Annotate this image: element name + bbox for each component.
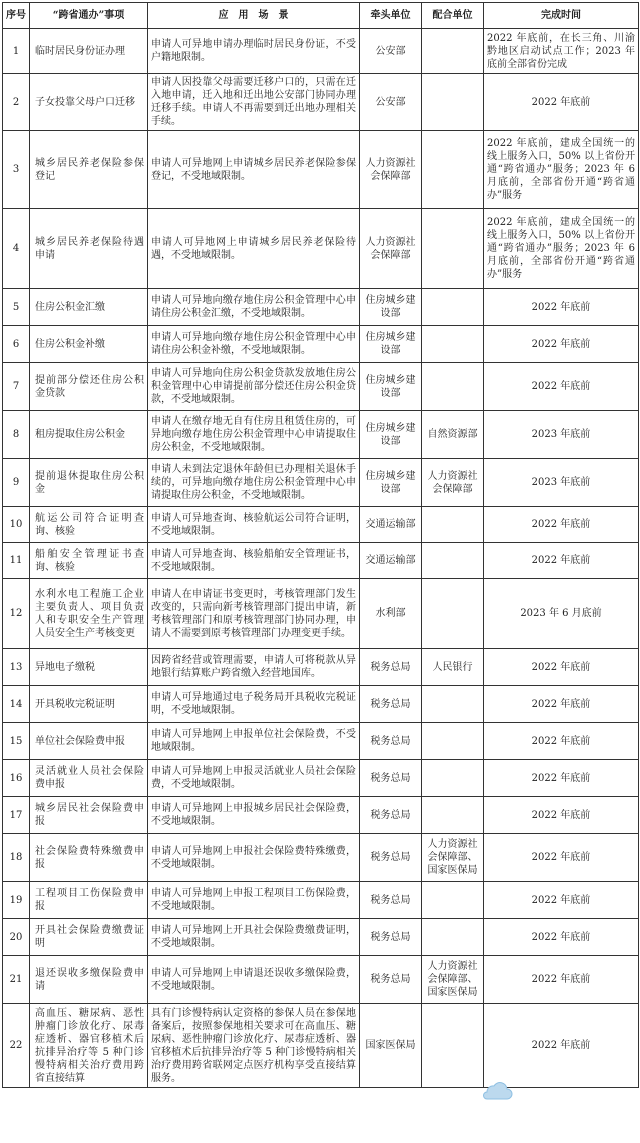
row-coop-unit: 人力资源社会保障部、国家医保局 <box>422 834 484 882</box>
row-scene: 申请人可异地通过电子税务局开具税收完税证明，不受地域限制。 <box>148 686 360 723</box>
row-item: 城乡居民养老保险待遇申请 <box>30 209 148 289</box>
row-scene: 申请人因投靠父母需要迁移户口的，只需在迁入地申请，迁入地和迁出地公安部门协同办理迁移手续。申请人不再需要到迁出地办理相关手续。 <box>148 74 360 131</box>
cloud-icon <box>480 1080 514 1102</box>
row-scene: 申请人可异地网上申报社会保险费特殊缴费，不受地域限制。 <box>148 834 360 882</box>
row-no: 4 <box>3 209 30 289</box>
row-scene: 具有门诊慢特病认定资格的参保人员在参保地备案后，按照参保地相关要求可在高血压、糖尿病、恶性肿瘤门诊放化疗、尿毒症透析、器官移植术后抗排异治疗等 5 种门诊慢特病相关治疗费用跨省联网定点医疗机构享受直接结算服务。 <box>148 1004 360 1088</box>
row-lead-unit: 住房城乡建设部 <box>360 363 422 411</box>
row-lead-unit: 税务总局 <box>360 956 422 1004</box>
row-coop-unit <box>422 209 484 289</box>
row-lead-unit: 公安部 <box>360 29 422 74</box>
row-lead-unit: 住房城乡建设部 <box>360 411 422 459</box>
row-scene: 申请人可异地向住房公积金贷款发放地住房公积金管理中心申请提前部分偿还住房公积金贷款，不受地域限制。 <box>148 363 360 411</box>
policy-table-sheet <box>2 2 638 1088</box>
row-coop-unit <box>422 507 484 543</box>
row-coop-unit: 自然资源部 <box>422 411 484 459</box>
table-header-row <box>3 3 639 29</box>
table-row <box>3 579 639 649</box>
row-item: 临时居民身份证办理 <box>30 29 148 74</box>
table-row <box>3 686 639 723</box>
row-item: 异地电子缴税 <box>30 649 148 686</box>
row-item: 灵活就业人员社会保险费申报 <box>30 760 148 797</box>
row-completion-time: 2022 年底前 <box>484 363 639 411</box>
row-no: 9 <box>3 459 30 507</box>
row-scene: 申请人可异地向缴存地住房公积金管理中心申请住房公积金补缴，不受地域限制。 <box>148 326 360 363</box>
row-completion-time: 2022 年底前 <box>484 834 639 882</box>
table-row <box>3 1004 639 1088</box>
row-item: 开具社会保险费缴费证明 <box>30 919 148 956</box>
row-item: 水利水电工程施工企业主要负责人、项目负责人和专职安全生产管理人员安全生产考核变更 <box>30 579 148 649</box>
row-lead-unit: 国家医保局 <box>360 1004 422 1088</box>
row-lead-unit: 税务总局 <box>360 686 422 723</box>
row-scene: 申请人可异地网上申报城乡居民社会保险费，不受地域限制。 <box>148 797 360 834</box>
row-coop-unit <box>422 289 484 326</box>
row-item: 高血压、糖尿病、恶性肿瘤门诊放化疗、尿毒症透析、器官移植术后抗排异治疗等 5 种门诊慢特病相关治疗费用跨省直接结算 <box>30 1004 148 1088</box>
row-completion-time: 2022 年底前 <box>484 543 639 579</box>
row-item: 子女投靠父母户口迁移 <box>30 74 148 131</box>
row-lead-unit: 税务总局 <box>360 834 422 882</box>
row-completion-time: 2023 年底前 <box>484 459 639 507</box>
row-item: 城乡居民养老保险参保登记 <box>30 131 148 209</box>
row-lead-unit: 税务总局 <box>360 882 422 919</box>
row-coop-unit: 人民银行 <box>422 649 484 686</box>
row-no: 12 <box>3 579 30 649</box>
row-completion-time: 2022 年底前 <box>484 686 639 723</box>
row-lead-unit: 人力资源社会保障部 <box>360 209 422 289</box>
table-row <box>3 131 639 209</box>
row-scene: 申请人可异地网上申报灵活就业人员社会保险费，不受地域限制。 <box>148 760 360 797</box>
row-no: 20 <box>3 919 30 956</box>
row-scene: 申请人在申请证书变更时，考核管理部门发生改变的，只需向新考核管理部门提出申请，新考核管理部门和原考核管理部门协同办理，申请人不需要到原考核管理部门办理变更手续。 <box>148 579 360 649</box>
row-no: 21 <box>3 956 30 1004</box>
table-row <box>3 289 639 326</box>
row-coop-unit <box>422 760 484 797</box>
table-row <box>3 326 639 363</box>
row-item: 工程项目工伤保险费申报 <box>30 882 148 919</box>
header-item: “跨省通办”事项 <box>30 3 148 29</box>
row-scene: 因跨省经营或管理需要，申请人可将税款从异地银行结算账户跨省缴入经营地国库。 <box>148 649 360 686</box>
row-completion-time: 2022 年底前 <box>484 797 639 834</box>
row-coop-unit <box>422 363 484 411</box>
row-scene: 申请人可异地查询、核验船舶安全管理证书，不受地域限制。 <box>148 543 360 579</box>
row-item: 提前退休提取住房公积金 <box>30 459 148 507</box>
row-lead-unit: 住房城乡建设部 <box>360 326 422 363</box>
row-scene: 申请人在缴存地无自有住房且租赁住房的，可异地向缴存地住房公积金管理中心申请提取住房公积金，不受地域限制。 <box>148 411 360 459</box>
row-no: 3 <box>3 131 30 209</box>
row-no: 18 <box>3 834 30 882</box>
row-coop-unit <box>422 882 484 919</box>
row-coop-unit <box>422 686 484 723</box>
row-coop-unit: 人力资源社会保障部、国家医保局 <box>422 956 484 1004</box>
cross-province-services-table <box>2 2 639 1088</box>
row-completion-time: 2022 年底前，在长三角、川渝黔地区启动试点工作；2023 年底前全部省份完成 <box>484 29 639 74</box>
table-row <box>3 543 639 579</box>
row-completion-time: 2022 年底前 <box>484 507 639 543</box>
row-scene: 申请人可异地网上申请城乡居民养老保险参保登记，不受地域限制。 <box>148 131 360 209</box>
row-lead-unit: 税务总局 <box>360 760 422 797</box>
row-no: 8 <box>3 411 30 459</box>
row-item: 船舶安全管理证书查询、核验 <box>30 543 148 579</box>
table-row <box>3 411 639 459</box>
row-lead-unit: 交通运输部 <box>360 507 422 543</box>
row-no: 19 <box>3 882 30 919</box>
row-coop-unit <box>422 1004 484 1088</box>
row-no: 17 <box>3 797 30 834</box>
row-completion-time: 2022 年底前 <box>484 919 639 956</box>
row-coop-unit <box>422 919 484 956</box>
row-completion-time: 2022 年底前 <box>484 326 639 363</box>
table-row <box>3 29 639 74</box>
row-item: 住房公积金汇缴 <box>30 289 148 326</box>
row-lead-unit: 税务总局 <box>360 919 422 956</box>
header-coop: 配合单位 <box>422 3 484 29</box>
header-time: 完成时间 <box>484 3 639 29</box>
table-row <box>3 459 639 507</box>
row-scene: 申请人可异地向缴存地住房公积金管理中心申请住房公积金汇缴，不受地域限制。 <box>148 289 360 326</box>
row-lead-unit: 水利部 <box>360 579 422 649</box>
table-row <box>3 797 639 834</box>
table-row <box>3 507 639 543</box>
row-no: 22 <box>3 1004 30 1088</box>
row-lead-unit: 税务总局 <box>360 797 422 834</box>
row-coop-unit <box>422 131 484 209</box>
header-scene: 应 用 场 景 <box>148 3 360 29</box>
row-no: 7 <box>3 363 30 411</box>
row-completion-time: 2022 年底前，建成全国统一的线上服务入口，50% 以上省份开通“跨省通办”服务；2023 年 6 月底前，全部省份开通“跨省通办”服务 <box>484 209 639 289</box>
row-no: 5 <box>3 289 30 326</box>
table-row <box>3 882 639 919</box>
row-item: 退还误收多缴保险费申请 <box>30 956 148 1004</box>
row-no: 10 <box>3 507 30 543</box>
table-row <box>3 723 639 760</box>
row-no: 13 <box>3 649 30 686</box>
row-lead-unit: 住房城乡建设部 <box>360 459 422 507</box>
row-scene: 申请人可异地申请办理临时居民身份证，不受户籍地限制。 <box>148 29 360 74</box>
row-completion-time: 2022 年底前，建成全国统一的线上服务入口，50% 以上省份开通“跨省通办”服务；2023 年 6 月底前，全部省份开通“跨省通办”服务 <box>484 131 639 209</box>
row-item: 社会保险费特殊缴费申报 <box>30 834 148 882</box>
row-completion-time: 2022 年底前 <box>484 649 639 686</box>
row-completion-time: 2022 年底前 <box>484 289 639 326</box>
row-lead-unit: 交通运输部 <box>360 543 422 579</box>
row-no: 11 <box>3 543 30 579</box>
row-coop-unit <box>422 797 484 834</box>
row-no: 15 <box>3 723 30 760</box>
table-row <box>3 919 639 956</box>
row-scene: 申请人可异地网上申报单位社会保险费，不受地域限制。 <box>148 723 360 760</box>
row-item: 城乡居民社会保险费申报 <box>30 797 148 834</box>
table-row <box>3 956 639 1004</box>
row-completion-time: 2022 年底前 <box>484 74 639 131</box>
row-completion-time: 2023 年 6 月底前 <box>484 579 639 649</box>
header-no: 序号 <box>3 3 30 29</box>
table-row <box>3 363 639 411</box>
table-row <box>3 760 639 797</box>
row-no: 16 <box>3 760 30 797</box>
row-item: 提前部分偿还住房公积金贷款 <box>30 363 148 411</box>
row-scene: 申请人未到法定退休年龄但已办理相关退休手续的，可异地向缴存地住房公积金管理中心申请提取住房公积金，不受地域限制。 <box>148 459 360 507</box>
row-item: 开具税收完税证明 <box>30 686 148 723</box>
row-item: 航运公司符合证明查询、核验 <box>30 507 148 543</box>
row-coop-unit <box>422 326 484 363</box>
row-lead-unit: 税务总局 <box>360 723 422 760</box>
row-item: 租房提取住房公积金 <box>30 411 148 459</box>
row-scene: 申请人可异地网上申请退还误收多缴保险费，不受地域限制。 <box>148 956 360 1004</box>
row-completion-time: 2022 年底前 <box>484 723 639 760</box>
row-completion-time: 2022 年底前 <box>484 882 639 919</box>
row-scene: 申请人可异地网上开具社会保险费缴费证明，不受地域限制。 <box>148 919 360 956</box>
row-lead-unit: 税务总局 <box>360 649 422 686</box>
table-row <box>3 209 639 289</box>
row-coop-unit <box>422 543 484 579</box>
row-completion-time: 2022 年底前 <box>484 956 639 1004</box>
row-coop-unit <box>422 723 484 760</box>
row-lead-unit: 公安部 <box>360 74 422 131</box>
row-scene: 申请人可异地网上申报工程项目工伤保险费，不受地域限制。 <box>148 882 360 919</box>
row-coop-unit <box>422 579 484 649</box>
row-no: 6 <box>3 326 30 363</box>
row-lead-unit: 住房城乡建设部 <box>360 289 422 326</box>
row-no: 1 <box>3 29 30 74</box>
row-no: 2 <box>3 74 30 131</box>
row-completion-time: 2023 年底前 <box>484 411 639 459</box>
row-scene: 申请人可异地查询、核验航运公司符合证明，不受地域限制。 <box>148 507 360 543</box>
row-coop-unit <box>422 74 484 131</box>
row-scene: 申请人可异地网上申请城乡居民养老保险待遇，不受地域限制。 <box>148 209 360 289</box>
row-item: 单位社会保险费申报 <box>30 723 148 760</box>
row-coop-unit <box>422 29 484 74</box>
row-item: 住房公积金补缴 <box>30 326 148 363</box>
table-row <box>3 74 639 131</box>
row-completion-time: 2022 年底前 <box>484 760 639 797</box>
table-row <box>3 834 639 882</box>
row-coop-unit: 人力资源社会保障部 <box>422 459 484 507</box>
row-lead-unit: 人力资源社会保障部 <box>360 131 422 209</box>
row-completion-time: 2022 年底前 <box>484 1004 639 1088</box>
row-no: 14 <box>3 686 30 723</box>
header-lead: 牵头单位 <box>360 3 422 29</box>
table-row <box>3 649 639 686</box>
